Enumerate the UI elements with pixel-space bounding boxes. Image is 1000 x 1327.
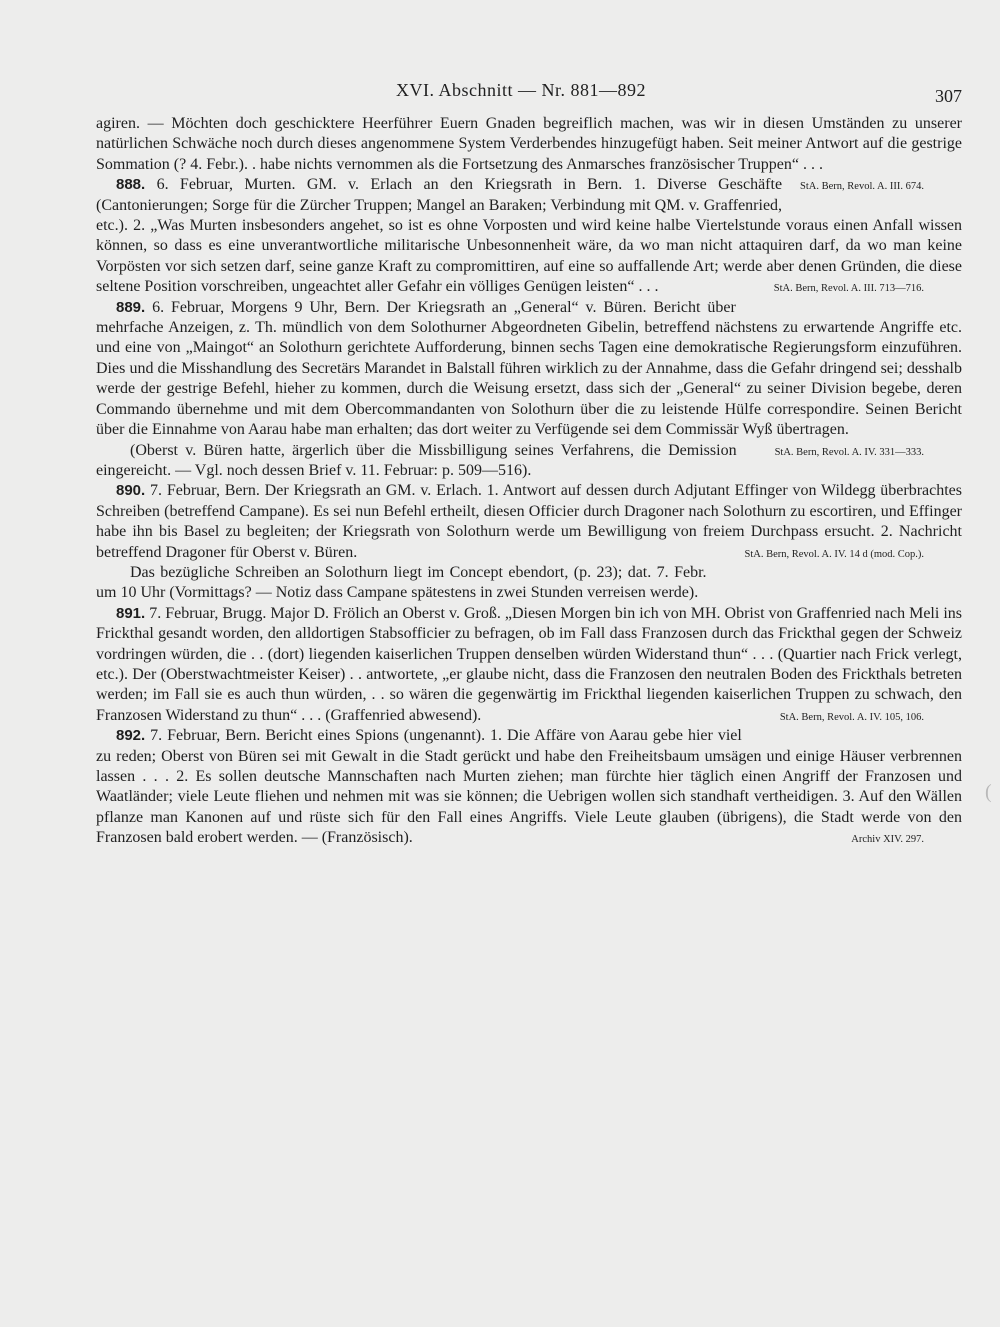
source-citation: StA. Bern, Revol. A. IV. 105, 106.	[779, 711, 924, 723]
margin-mark: (	[985, 781, 992, 803]
entry-number: 889.	[116, 298, 146, 316]
entry-number: 891.	[116, 604, 146, 622]
entry-text: 6. Februar, Morgens 9 Uhr, Bern. Der Kriegsrath an „General“ v. Büren. Bericht über mehrfache Anzeigen, z. Th. mündlich von dem Solothurner Abgeordneten Gibelin, betreffend nächstens zu erwartende Angriffe etc. und eine von „Maingot“ an Solothurn gerichtete Aufforderung, binnen sechs Tagen eine demokratische Regierungsform einzuführen. Dies und die Misshandlung des Secretärs Marandet in Balstall führen wirklich zu der Annahme, dass die Gefahr dringend sei; desshalb werde der gestrige Befehl, hieher zu kommen, durch die Weisung ersetzt, dass sich der „General“ zu seiner Division begebe, deren Commando übernehme und mit dem Obercommandanten von Solothurn über die zu leistende Hülfe correspondire. Seinen Bericht über die Einnahme von Aarau habe man erhalten; das dort weiter zu Verfügende sei dem Commissär Wyß übertragen.	[96, 298, 962, 439]
entry-text: 7. Februar, Bern. Der Kriegsrath an GM. v. Erlach. 1. Antwort auf dessen durch Adjutant Effinger von Wildegg überbrachtes Schreiben (betreffend Campane). Es sei nun Befehl ertheilt, diesen Officier durch Dragoner nach Solothurn zu escortiren, und Effinger habe ihn bis Basel zu begleiten; der Kriegsrath von Solothurn werde um Bewilligung von freiem Durchpass ersucht. 2. Nachricht betreffend Dragoner für Oberst v. Büren.	[96, 482, 962, 561]
source-citation: Archiv XIV. 297.	[851, 834, 924, 846]
page-body	[96, 114, 962, 851]
source-citation: StA. Bern, Revol. A. III. 674.	[800, 181, 924, 193]
entry-text: 6. Februar, Murten. GM. v. Erlach an den Kriegsrath in Bern. 1. Diverse Geschäfte (Cantonierungen; Sorge für die Zürcher Truppen; Mangel an Baraken; Verbindung mit QM. v. Graffenried, etc.). 2. „Was Murten insbesonders angehet, so ist es ohne Vorposten und wird keine halbe Viertelstunde voraus einen Anfall wissen können, so dass es eine unverantwortliche militarische Unbesonnenheit wäre, da wo man nicht attaquiren darf, da wo man keine Vorpösten vor sich setzen darf, seine ganze Kraft zu compromittiren, auf eine so auffallende Art; werde aber denen Gründen, die diese seltene Position vorschreiben, ungeachtet aller Gefahr ein völliges Genügen leisten“ . . .	[96, 176, 962, 296]
entry-note: Das bezügliche Schreiben an Solothurn liegt im Concept ebendort, (p. 23); dat. 7. Febr. um 10 Uhr (Vormittags? — Notiz dass Campane spätestens in zwei Stunden verreisen werde).	[96, 563, 707, 602]
entry-number: 888.	[116, 176, 146, 194]
entry-number: 892.	[116, 727, 146, 745]
entry-text: 7. Februar, Brugg. Major D. Frölich an Oberst v. Groß. „Diesen Morgen bin ich von MH. Obrist von Graffenried nach Meli ins Frickthal gesandt worden, den alldortigen Stabsofficier zu befragen, ob im Fall dass Franzosen durch das Frickthal gegen der Schweiz vordringen würden, die . . (dort) liegenden kaiserlichen Truppen denselben würden Widerstand thun“ . . . (Quartier nach Frick verlegt, etc.). Der (Oberstwachtmeister Keiser) . . antwortete, „er glaube nicht, dass die Franzosen den neutralen Boden des Frickthals betreten werden; im Fall sie es auch thun würden, . . so wären die gegenwärtig im Frickthal liegenden kaiserlichen Truppen zu schwach, den Franzosen Widerstand zu thun“ . . . (Graffenried abwesend).	[96, 604, 962, 724]
entry-890	[96, 481, 962, 563]
running-head: XVI. Abschnitt — Nr. 881—892	[396, 80, 646, 100]
entry-889	[96, 298, 962, 458]
entry-note: (Oberst v. Büren hatte, ärgerlich über die Missbilligung seines Verfahrens, die Demission eingereicht. — Vgl. noch dessen Brief v. 11. Februar: p. 509—516).	[96, 441, 737, 479]
page-header	[96, 80, 962, 110]
source-citation: StA. Bern, Revol. A. IV. 331—333.	[774, 446, 924, 458]
entry-892	[96, 726, 962, 848]
page-number: 307	[935, 86, 962, 106]
entry-text: 7. Februar, Bern. Bericht eines Spions (ungenannt). 1. Die Affäre von Aarau gebe hier viel zu reden; Oberst von Büren sei mit Gewalt in die Stadt gerückt und habe den Freiheitsbaum umsägen und einige Häuser verbrennen lassen . . . 2. Es sollen deutsche Mannschaften nach Murten ziehen; man fürchte hier täglich einen Angriff der Franzosen und Waatländer; viele Leute fliehen und nehmen mit was sie können; die Uebrigen wollen sich standhaft vertheidigen. 3. Auf den Wällen pflanze man Kanonen auf und rüste sich für den Fall eines Angriffs. Viele Leute glauben (übrigens), die Stadt werde von den Franzosen bald erobert werden. — (Französisch).	[96, 727, 962, 847]
source-citation: StA. Bern, Revol. A. III. 713—716.	[773, 283, 924, 295]
source-citation: StA. Bern, Revol. A. IV. 14 d (mod. Cop.).	[744, 548, 924, 560]
entry-number: 890.	[116, 482, 146, 500]
paragraph-text: agiren. — Möchten doch geschicktere Heerführer Euern Gnaden begreiflich machen, was wir in diesen Umständen zu unserer natürlichen Schwäche noch durch dieses angenommene System Verderbendes hinzugefügt haben. Seit meiner Antwort auf die gestrige Sommation (? 4. Febr.). . habe nichts vernommen als die Fortsetzung des Anmarsches französischer Truppen“ . . .	[96, 115, 962, 173]
entry-891	[96, 604, 962, 726]
